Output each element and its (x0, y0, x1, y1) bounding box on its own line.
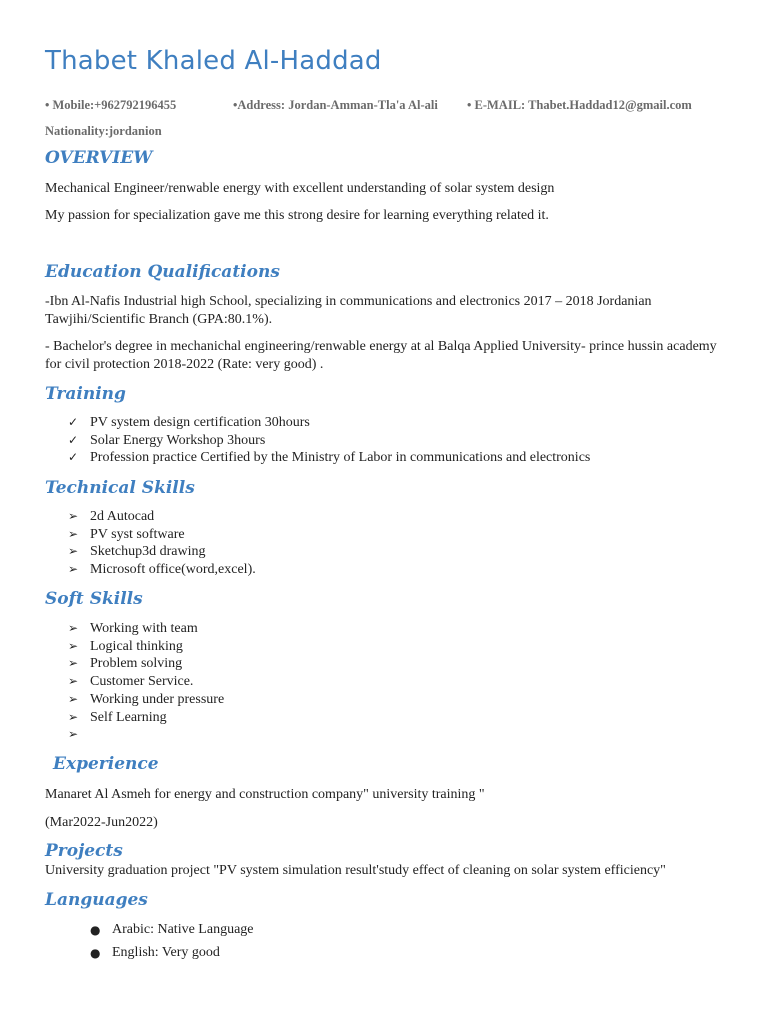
round-bullet-icon: ● (90, 945, 101, 960)
list-item: ● Arabic: Native Language (90, 919, 254, 942)
list-item: ✓ Solar Energy Workshop 3hours (68, 432, 266, 448)
check-icon: ✓ (68, 450, 79, 465)
nationality: Nationality:jordanion (45, 124, 162, 138)
overview-line-1: Mechanical Engineer/renwable energy with excellent understanding of solar system design (45, 181, 555, 196)
education-heading: Education Qualifications (45, 262, 280, 282)
list-item: ➢ 2d Autocad (68, 509, 155, 524)
arrow-bullet-icon: ➢ (68, 562, 79, 577)
project-line: University graduation project "PV system simulation result'study effect of cleaning on solar system efficiency" (45, 863, 666, 878)
arrow-bullet-icon: ➢ (68, 621, 79, 635)
list-item: ➢ Logical thinking (68, 638, 183, 654)
arrow-bullet-icon: ➢ (68, 709, 79, 724)
arrow-bullet-icon: ➢ (68, 674, 79, 689)
training-heading: Training (45, 384, 126, 404)
list-item: ➢ Sketchup3d drawing (68, 544, 206, 560)
contact-email: • E-MAIL: Thabet.Haddad12@gmail.com (467, 98, 692, 112)
experience-line-1: Manaret Al Asmeh for energy and construction company" university training " (45, 787, 485, 802)
experience-heading: Experience (53, 754, 159, 774)
list-item: ✓ Profession practice Certified by the Ministry of Labor in communications and electronics (68, 450, 591, 466)
training-list (68, 414, 590, 467)
check-icon: ✓ (68, 415, 79, 429)
arrow-bullet-icon: ➢ (68, 509, 79, 523)
arrow-bullet-icon: ➢ (68, 544, 79, 559)
list-item: ➢ Microsoft office(word,excel). (68, 562, 256, 578)
arrow-bullet-icon: ➢ (68, 691, 79, 706)
list-item: ➢ Self Learning (68, 709, 167, 725)
arrow-bullet-icon: ➢ (68, 526, 79, 541)
languages-heading: Languages (45, 890, 148, 910)
round-bullet-icon: ● (90, 923, 101, 937)
technical-skills-heading: Technical Skills (45, 478, 195, 498)
education-item-1: -Ibn Al-Nafis Industrial high School, specializing in communications and electronics 2017 – 2018 Jordanian Tawjihi/Scientific Branch (GPA:80.1%). (45, 294, 652, 327)
soft-skills-list (68, 620, 224, 744)
education-item-2: - Bachelor's degree in mechanichal engineering/renwable energy at al Balqa Applied University- prince hussin academy for civil protection 2018-2022 (Rate: very good) . (45, 339, 717, 372)
list-item: ● English: Very good (90, 942, 254, 965)
list-item: ➢ Customer Service. (68, 674, 194, 690)
overview-heading: OVERVIEW (45, 148, 153, 168)
languages-list (90, 919, 254, 964)
contact-address: •Address: Jordan-Amman-Tla'a Al-ali (233, 98, 438, 112)
list-item: ➢ Problem solving (68, 656, 183, 672)
technical-skills-list (68, 508, 256, 579)
projects-heading: Projects (45, 841, 123, 861)
overview-line-2: My passion for specialization gave me this strong desire for learning everything related it. (45, 208, 549, 223)
arrow-bullet-icon: ➢ (68, 656, 79, 671)
list-item: ➢ Working with team (68, 621, 198, 636)
check-icon: ✓ (68, 432, 79, 447)
list-item: ✓ PV system design certification 30hours (68, 415, 310, 430)
list-item (68, 726, 224, 744)
arrow-bullet-icon: ➢ (68, 727, 79, 742)
list-item: ➢ Working under pressure (68, 691, 225, 707)
soft-skills-heading: Soft Skills (45, 589, 143, 609)
arrow-bullet-icon: ➢ (68, 638, 79, 653)
experience-dates: (Mar2022-Jun2022) (45, 815, 158, 830)
contact-mobile: • Mobile:+962792196455 (45, 98, 177, 112)
candidate-name: Thabet Khaled Al-Haddad (45, 46, 382, 76)
list-item: ➢ PV syst software (68, 526, 185, 542)
